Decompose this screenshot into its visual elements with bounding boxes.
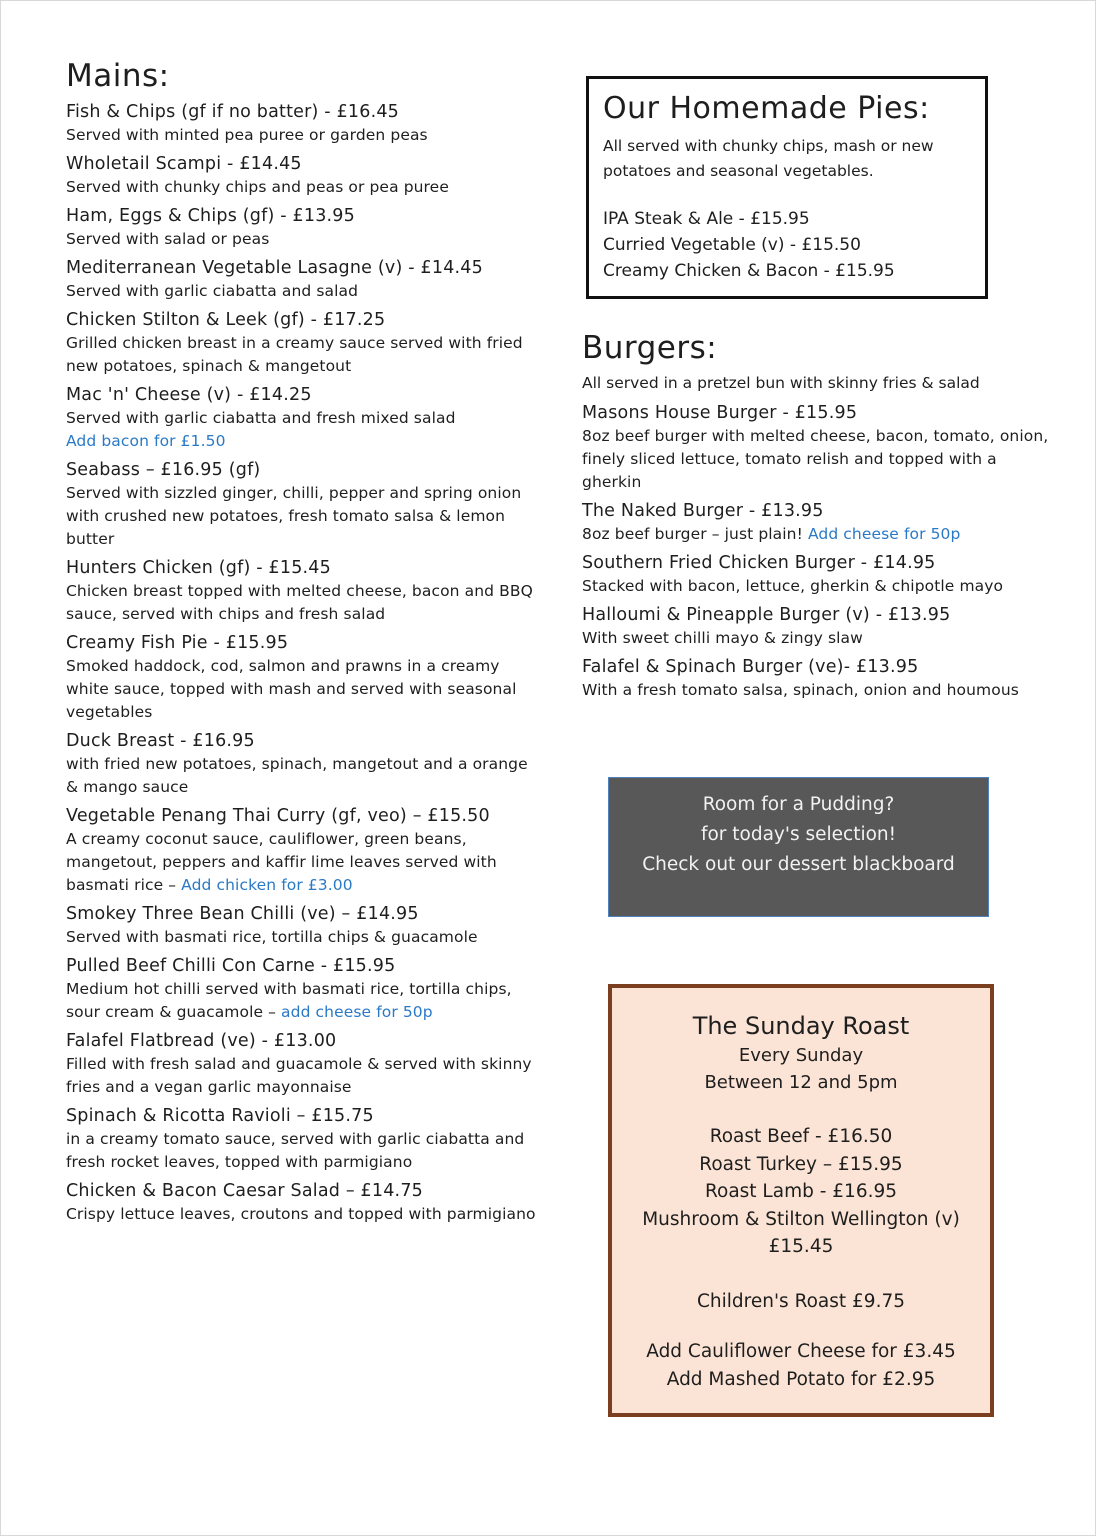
mains-section	[66, 58, 536, 1231]
menu-item-description	[66, 482, 536, 551]
menu-item	[66, 556, 536, 626]
menu-item-description-text: Chicken breast topped with melted cheese, bacon and BBQ sauce, served with chips and fresh salad	[66, 582, 533, 623]
menu-item	[66, 256, 536, 303]
pies-heading: Our Homemade Pies:	[603, 91, 930, 126]
mains-list	[66, 100, 536, 1226]
menu-item	[66, 804, 536, 897]
menu-item-description	[66, 828, 536, 897]
burgers-section	[582, 330, 1052, 707]
menu-item-description-text: Medium hot chilli served with basmati rice, tortilla chips, sour cream & guacamole –	[66, 980, 512, 1021]
menu-item-description	[66, 176, 536, 199]
menu-item-title: Ham, Eggs & Chips (gf) - £13.95	[66, 206, 355, 226]
menu-item-title: Duck Breast - £16.95	[66, 731, 255, 751]
menu-item-title: Falafel & Spinach Burger (ve)- £13.95	[582, 657, 919, 677]
menu-item-description-text: Smoked haddock, cod, salmon and prawns in a creamy white sauce, topped with mash and served with seasonal vegetables	[66, 657, 517, 721]
menu-item-title: Creamy Fish Pie - £15.95	[66, 633, 289, 653]
menu-item-title: Mediterranean Vegetable Lasagne (v) - £14.45	[66, 258, 483, 278]
pies-intro: All served with chunky chips, mash or new potatoes and seasonal vegetables.	[603, 137, 934, 180]
menu-item-title: Hunters Chicken (gf) - £15.45	[66, 558, 331, 578]
pies-box	[586, 76, 988, 299]
menu-item-description	[582, 679, 1052, 702]
menu-item-title: Southern Fried Chicken Burger - £14.95	[582, 553, 936, 573]
menu-item-title: Mac 'n' Cheese (v) - £14.25	[66, 385, 312, 405]
roast-extra: Add Cauliflower Cheese for £3.45	[646, 1340, 956, 1362]
menu-item-title: Wholetail Scampi - £14.45	[66, 154, 302, 174]
menu-item-description-text: 8oz beef burger with melted cheese, bacon, tomato, onion, finely sliced lettuce, tomato relish and topped with a gherkin	[582, 427, 1049, 491]
menu-item-description-text: With sweet chilli mayo & zingy slaw	[582, 629, 863, 647]
pie-item: Creamy Chicken & Bacon - £15.95	[603, 261, 895, 281]
menu-item-addon: Add cheese for 50p	[807, 525, 961, 543]
menu-item	[582, 655, 1052, 702]
menu-item-description	[66, 228, 536, 251]
menu-item-description	[66, 1203, 536, 1226]
menu-item	[582, 499, 1052, 546]
menu-item-addon: add cheese for 50p	[281, 1003, 433, 1021]
menu-item-title: Pulled Beef Chilli Con Carne - £15.95	[66, 956, 396, 976]
roast-title: The Sunday Roast	[692, 1012, 910, 1040]
menu-item-description	[66, 655, 536, 724]
pudding-box	[608, 777, 989, 917]
menu-item	[582, 603, 1052, 650]
menu-item-description-text: Served with salad or peas	[66, 230, 270, 248]
menu-item-description	[582, 425, 1052, 494]
menu-item-title: Chicken & Bacon Caesar Salad – £14.75	[66, 1181, 423, 1201]
menu-item	[66, 954, 536, 1024]
menu-item-title: Vegetable Penang Thai Curry (gf, veo) – £15.50	[66, 806, 490, 826]
menu-item-description	[66, 280, 536, 303]
menu-item	[66, 631, 536, 724]
menu-item-description-text: A creamy coconut sauce, cauliflower, green beans, mangetout, peppers and kaffir lime leaves served with basmati rice –	[66, 830, 497, 894]
menu-item-description	[66, 926, 536, 949]
menu-item-description-text: Stacked with bacon, lettuce, gherkin & chipotle mayo	[582, 577, 1004, 595]
menu-item-description-text: in a creamy tomato sauce, served with garlic ciabatta and fresh rocket leaves, topped with parmigiano	[66, 1130, 525, 1171]
menu-item-title: Halloumi & Pineapple Burger (v) - £13.95	[582, 605, 951, 625]
roast-item: £15.45	[768, 1236, 834, 1257]
menu-item-title: Masons House Burger - £15.95	[582, 403, 858, 423]
sunday-roast-box	[608, 984, 994, 1417]
pudding-line: for today's selection!	[700, 824, 897, 845]
menu-item-description-text: Served with minted pea puree or garden peas	[66, 126, 428, 144]
menu-item	[66, 458, 536, 551]
menu-item	[66, 100, 536, 147]
roast-children: Children's Roast £9.75	[697, 1290, 905, 1312]
menu-item	[66, 729, 536, 799]
menu-item-description	[66, 1053, 536, 1099]
menu-item-description	[66, 407, 536, 453]
mains-heading: Mains:	[66, 58, 170, 94]
menu-item-title: Fish & Chips (gf if no batter) - £16.45	[66, 102, 400, 122]
menu-item-description-text: Served with chunky chips and peas or pea puree	[66, 178, 449, 196]
menu-item-title: The Naked Burger - £13.95	[582, 501, 824, 521]
menu-item-title: Seabass – £16.95 (gf)	[66, 460, 261, 480]
menu-item-description-text: 8oz beef burger – just plain!	[582, 525, 808, 543]
menu-item	[66, 1179, 536, 1226]
menu-item-title: Smokey Three Bean Chilli (ve) – £14.95	[66, 904, 419, 924]
menu-item-description-text: with fried new potatoes, spinach, mangetout and a orange & mango sauce	[66, 755, 528, 796]
roast-hours: Between 12 and 5pm	[704, 1072, 898, 1093]
menu-item-description-text: Served with garlic ciabatta and salad	[66, 282, 359, 300]
menu-item-title: Chicken Stilton & Leek (gf) - £17.25	[66, 310, 386, 330]
menu-item-description-text: With a fresh tomato salsa, spinach, onion and houmous	[582, 681, 1019, 699]
pie-item: Curried Vegetable (v) - £15.50	[603, 235, 861, 255]
menu-item-description	[582, 627, 1052, 650]
pudding-line: Room for a Pudding?	[702, 794, 895, 815]
menu-item-description	[582, 575, 1052, 598]
pudding-line: Check out our dessert blackboard	[642, 854, 955, 875]
menu-item	[66, 383, 536, 453]
menu-item-description	[66, 978, 536, 1024]
menu-item-description	[66, 124, 536, 147]
menu-item-description-text: Grilled chicken breast in a creamy sauce served with fried new potatoes, spinach & mangetout	[66, 334, 523, 375]
burgers-heading: Burgers:	[582, 330, 718, 366]
menu-item-description	[66, 1128, 536, 1174]
roast-extra: Add Mashed Potato for £2.95	[666, 1368, 936, 1390]
menu-item-description-text: Served with garlic ciabatta and fresh mixed salad	[66, 409, 456, 427]
pie-item: IPA Steak & Ale - £15.95	[603, 209, 810, 229]
menu-item	[66, 902, 536, 949]
roast-items	[612, 1123, 990, 1261]
menu-item	[66, 1104, 536, 1174]
pies-list	[603, 206, 971, 284]
roast-extras	[612, 1338, 990, 1394]
menu-item-description-text: Crispy lettuce leaves, croutons and topped with parmigiano	[66, 1205, 536, 1223]
roast-schedule: Every Sunday	[738, 1045, 864, 1066]
menu-item-addon: Add chicken for £3.00	[181, 876, 353, 894]
menu-item-addon: Add bacon for £1.50	[66, 432, 226, 450]
roast-item: Roast Beef - £16.50	[709, 1126, 893, 1147]
menu-item-title: Falafel Flatbread (ve) - £13.00	[66, 1031, 337, 1051]
burgers-list	[582, 401, 1052, 702]
roast-item: Roast Turkey – £15.95	[699, 1153, 903, 1175]
menu-item-description	[582, 523, 1052, 546]
menu-item	[582, 401, 1052, 494]
roast-item: Mushroom & Stilton Wellington (v)	[642, 1208, 960, 1230]
menu-item	[66, 204, 536, 251]
menu-item	[66, 1029, 536, 1099]
menu-item-description	[66, 332, 536, 378]
roast-item: Roast Lamb - £16.95	[704, 1181, 898, 1202]
menu-item	[582, 551, 1052, 598]
menu-item-description-text: Served with sizzled ginger, chilli, pepper and spring onion with crushed new potatoes, fresh tomato salsa & lemon butter	[66, 484, 522, 548]
menu-item	[66, 152, 536, 199]
menu-item-description	[66, 753, 536, 799]
menu-item-title: Spinach & Ricotta Ravioli – £15.75	[66, 1106, 374, 1126]
menu-item	[66, 308, 536, 378]
menu-item-description-text: Filled with fresh salad and guacamole & served with skinny fries and a vegan garlic mayonnaise	[66, 1055, 532, 1096]
burgers-intro: All served in a pretzel bun with skinny fries & salad	[582, 374, 980, 392]
menu-item-description	[66, 580, 536, 626]
menu-item-description-text: Served with basmati rice, tortilla chips & guacamole	[66, 928, 478, 946]
